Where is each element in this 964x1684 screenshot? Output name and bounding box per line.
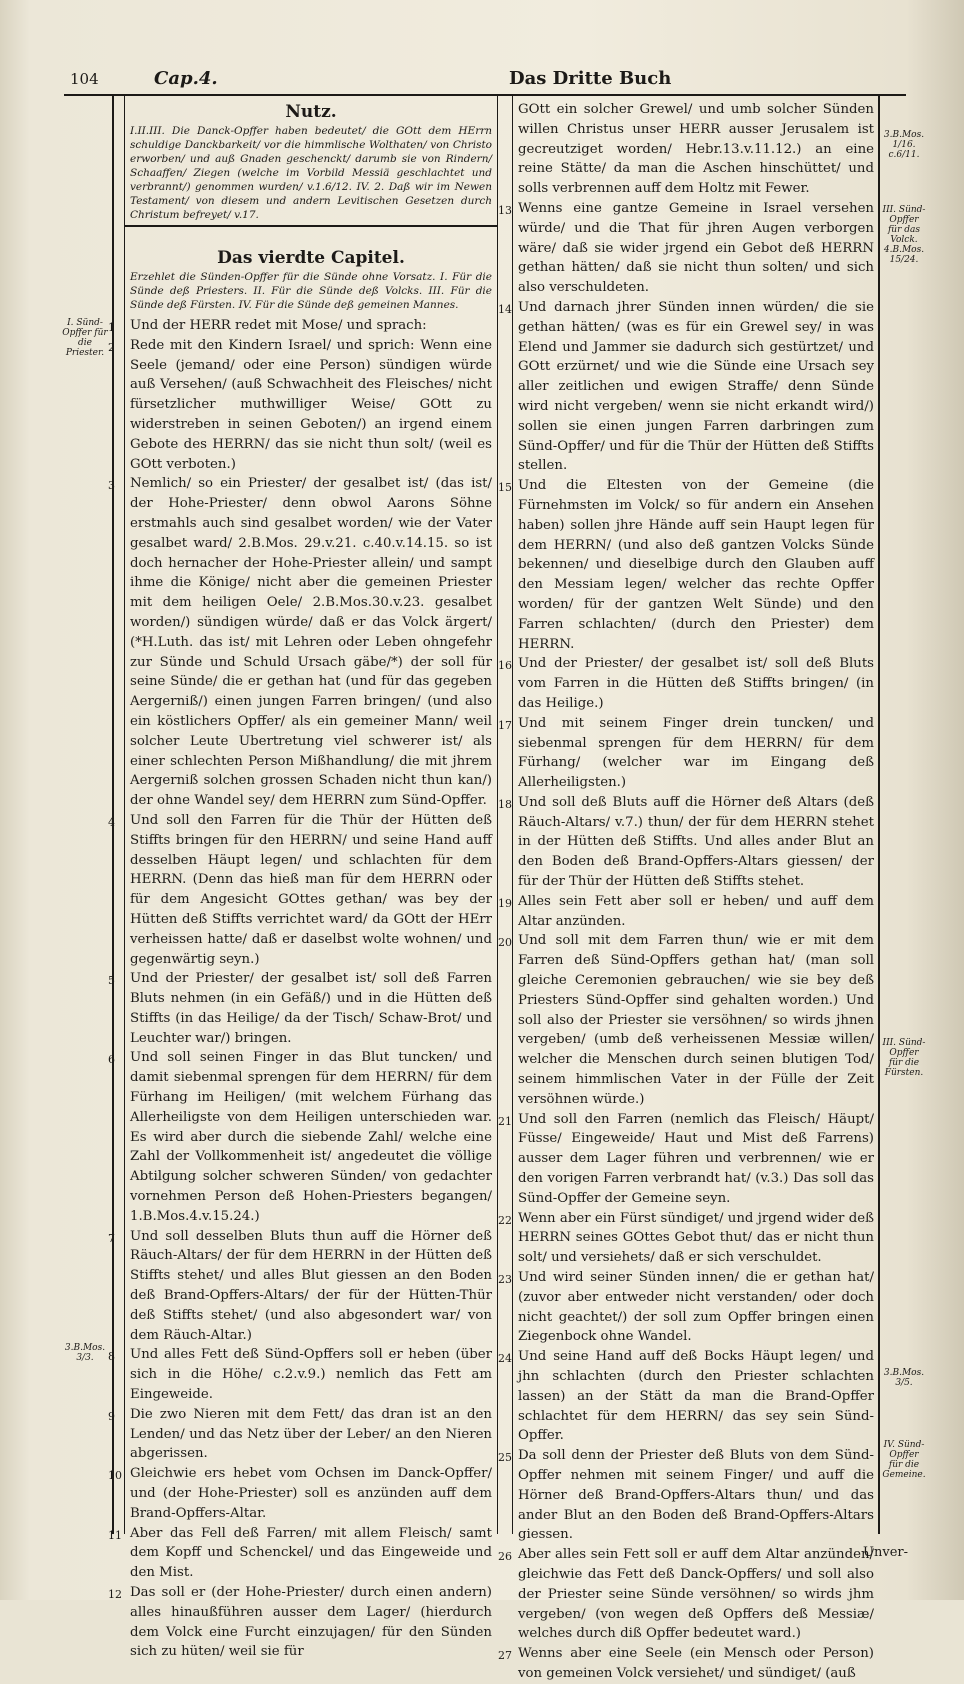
verse-text: Alles sein Fett aber soll er heben/ und auff dem Altar anzünden. [518, 893, 874, 929]
verse-number: 12 [108, 1588, 122, 1601]
verse-number: 11 [108, 1528, 122, 1542]
verse-number: 16 [498, 659, 512, 673]
center-rule-b [512, 94, 513, 1534]
verse-text: Rede mit den Kindern Israel/ und sprich: Wenn eine Seele (jemand/ oder eine Person) sündigen würde auß Versehen/ (auß Schwachheit des Fleisches/ nicht fürsetzlicher muthwilliger Weise/ GOtt zu widerstreben in seinen Geboten/) an irgend einem Gebote des HERRN/ das sie nicht thun solt/ (weil es GOtt verboten.) [130, 337, 492, 472]
verse-number: 4 [108, 815, 115, 829]
verse-number: 22 [498, 1213, 512, 1227]
chapter-heading: Cap.4. [154, 68, 218, 89]
right-margin-note-common: IV. Sünd-Opffer für die Gemeine. [882, 1440, 926, 1480]
verse-number: 3 [108, 479, 115, 493]
verse-number: 1 [108, 321, 115, 334]
nutz-text: I.II.III. Die Danck-Opffer haben bedeutet/ die GOtt dem HErrn schuldige Danckbarkeit/ vor die himmlische Wolthaten/ von Christo erworben/ und auß Gnaden geschenckt/ darumb sie von Rindern/ Schaaffen/ Ziegen (welche im Vorbild Messiä geschlachtet und verbrannt/) genommen wurden/ v.1.6/12. IV. 2. Daß wir im Newen Testament/ von diesem und andern Levitischen Gesetzen durch Christum befreyet/ v.17. [130, 125, 492, 221]
verse-text: Und alles Fett deß Sünd-Opffers soll er heben (über sich in die Höhe/ c.2.v.9.) nemlich das Fett am Eingeweide. [130, 1347, 492, 1403]
right-margin-note-people: III. Sünd-Opffer für das Volck. 4.B.Mos. 15/24. [882, 205, 926, 265]
verse-text: Und der Priester/ der gesalbet ist/ soll deß Bluts vom Farren in die Hütten deß Stiffts bringen/ (in das Heilige.) [518, 656, 874, 711]
verse-text: GOtt ein solcher Grewel/ und umb solcher Sünden willen Christus unser HERR ausser Jerusalem ist gecreutziget worden/ Hebr.13.v.11.12.) an eine reine Stätte/ da man die Aschen hinschüttet/ und solls verbrennen auff dem Holtz mit Fewer. [518, 102, 874, 197]
verse [498, 892, 874, 932]
verse-number: 6 [108, 1053, 115, 1067]
verse [498, 1209, 874, 1268]
right-column [498, 100, 874, 1681]
verse [108, 316, 492, 336]
verse-number: 9 [108, 1409, 115, 1423]
verse [498, 714, 874, 793]
top-rule [64, 94, 906, 96]
right-frame-rule [878, 94, 880, 1534]
page-header [64, 64, 904, 94]
right-verse-list [498, 100, 874, 1684]
verse [108, 336, 492, 475]
chapter-summary: Erzehlet die Sünden-Opffer für die Sünde ohne Vorsatz. I. Für die Sünde deß Priesters. II. Für die Sünde deß Volcks. III. Für die Sünde deß Fürsten. IV. Für die Sünde deß gemeinen Mannes. [130, 271, 492, 311]
page-number: 104 [70, 70, 99, 88]
chapter-title: Das vierdte Capitel. [217, 248, 405, 268]
verse-text: Und der Priester/ der gesalbet ist/ soll deß Farren Bluts nehmen (in ein Gefäß/) und in die Hütten deß Stiffts (in das Heilige/ da der Tisch/ Schaw-Brot/ und Leuchter war/) bringen. [130, 971, 492, 1046]
verse-number: 25 [498, 1451, 512, 1465]
verse-text: Wenns eine gantze Gemeine in Israel versehen würde/ und die That für jhren Augen verborgen wäre/ daß sie wider jrgend ein Gebot deß HERRN gethan hätten/ daß sie nicht thun solten/ und sich also verschuldeten. [518, 200, 874, 296]
verse [498, 476, 874, 654]
verse-text: Und soll seinen Finger in das Blut tuncken/ und damit siebenmal sprengen für dem HERRN/ für dem Fürhang im Heiligen/ (mit welchem Fürhang das Allerheiligste von dem Heiligen unterschieden war. Es wird aber durch die siebende Zahl/ welche eine Zahl der Vollkommenheit ist/ angedeutet die völlige Abtilgung solcher schweren Sünden/ von gedachter vornehmen Person deß Hohen-Priesters begangen/ 1.B.Mos.4.v.15.24.) [130, 1050, 492, 1224]
verse-text: Und darnach jhrer Sünden innen würden/ die sie gethan hätten/ (was es für ein Grewel sey/ in was Elend und Jammer sie dadurch sich gestürtzet/ und GOtt erzürnet/ und wie die Sünde eine Ursach sey aller zeitlichen und ewigen Straffe/ denn Sünde wird nicht vergeben/ wenn sie nicht erkandt wird/) sollen sie einen jungen Farren darbringen zum Sünd-Opffer/ und für die Thür der Hütten deß Stiffts stellen. [518, 299, 874, 474]
right-margin-note-ref1: 3.B.Mos. 1/16. c.6/11. [883, 130, 925, 160]
verse [498, 1545, 874, 1644]
verse [498, 199, 874, 298]
right-margin-note-ref2: 3.B.Mos. 3/5. [883, 1368, 925, 1388]
verse-text: Da soll denn der Priester deß Bluts von dem Sünd-Opffer nehmen mit seinem Finger/ und auff die Hörner deß Brand-Opffers-Altars thun/ und das ander Blut an den Boden deß Brand-Opffers-Altars giessen. [518, 1448, 874, 1543]
verse-number: 26 [498, 1550, 512, 1564]
nutz-title: Nutz. [285, 102, 337, 122]
verse [108, 1583, 492, 1662]
catchword: Unver- [863, 1545, 908, 1560]
verse [498, 298, 874, 476]
verse [108, 969, 492, 1048]
verse-text: Und soll mit dem Farren thun/ wie er mit dem Farren deß Sünd-Opffers gethan hat/ (man soll gleiche Ceremonien gebrauchen/ wie sie bey deß Priesters Sünd-Opffer sind gehalten worden.) Und soll also der Priester sie versöhnen/ so wirds jhnen vergeben/ (umb deß verheissenen Messiæ willen/ welcher die Menschen durch seinen blutigen Tod/ seinem himmlischen Vater in der Fülle der Zeit versöhnen würde.) [518, 933, 874, 1107]
verse [108, 1345, 492, 1404]
verse-text: Das soll er (der Hohe-Priester/ durch einen andern) alles hinaußführen ausser dem Lager/ (hierdurch dem Volck eine Furcht einzujagen/ für den Sünden sich zu hüten/ weil sie für [130, 1585, 492, 1660]
verse [518, 100, 874, 199]
verse [108, 1464, 492, 1523]
verse [108, 1227, 492, 1346]
verse [498, 1268, 874, 1347]
verse [498, 654, 874, 713]
verse-text: Die zwo Nieren mit dem Fett/ das dran ist an den Lenden/ und das Netz über der Leber/ an den Nieren abgerissen. [130, 1406, 492, 1462]
verse-number: 19 [498, 896, 512, 910]
book-heading: Das Dritte Buch [509, 68, 672, 89]
verse-number: 10 [108, 1469, 122, 1483]
left-column [108, 100, 492, 1660]
verse-number: 7 [108, 1231, 115, 1245]
left-inner-rule [124, 94, 125, 1534]
verse-text: Und wird seiner Sünden innen/ die er gethan hat/ (zuvor aber entweder nicht verstanden/ oder doch nicht geachtet/) der soll zum Opffer bringen einen Ziegenbock ohne Wandel. [518, 1270, 874, 1345]
verse-number: 8 [108, 1350, 115, 1364]
verse-text: Und soll deß Bluts auff die Hörner deß Altars (deß Räuch-Altars/ v.7.) thun/ der für dem HERRN stehet in der Hütten deß Stiffts. Und alles ander Blut an den Boden deß Brand-Opffers-Altars giessen/ der für der Thür der Hütten deß Stiffts stehet. [518, 794, 874, 890]
verse-text: Und die Eltesten von der Gemeine (die Fürnehmsten im Volck/ so für andern ein Ansehen haben) sollen jhre Hände auff sein Haupt legen für dem HERRN/ (und also deß gantzen Volcks Sünde bekennen/ und dieselbige durch den Glauben auff den Messiam legen/ welcher das rechte Opffer worden/ für der gantzen Welt Sünde) und den Farren schlachten/ (durch den Priester) dem HERRN. [518, 478, 874, 652]
verse-text: Und soll den Farren für die Thür der Hütten deß Stiffts bringen für den HERRN/ und seine Hand auff desselben Häupt legen/ und schlachten für dem HERRN. (Denn das hieß man für dem HERRN oder für dem Angesicht GOttes gethan/ was bey der Hütten deß Stiffts verrichtet ward/ da GOtt der HErr verheissen hatte/ daß er daselbst wolte wohnen/ und gegenwärtig seyn.) [130, 812, 492, 967]
verse-number: 15 [498, 481, 512, 495]
verse [498, 793, 874, 892]
verse-number: 17 [498, 718, 512, 732]
verse-number: 24 [498, 1352, 512, 1366]
verse-number: 18 [498, 797, 512, 811]
verse-number: 20 [498, 936, 512, 950]
verse [108, 1048, 492, 1226]
verse-text: Wenn aber ein Fürst sündiget/ und jrgend wider deß HERRN seines GOttes Gebot thut/ das er nicht thun solt/ und versiehets/ daß er sich verschuldet. [518, 1210, 874, 1266]
verse [498, 1446, 874, 1545]
verse-number: 13 [498, 203, 512, 217]
verse-number: 5 [108, 974, 115, 988]
left-margin-note-priests: I. Sünd-Opffer für die Priester. [62, 318, 108, 358]
left-verse-list [108, 316, 492, 1662]
verse-text: Aber alles sein Fett soll er auff dem Altar anzünden/ gleichwie das Fett deß Danck-Opffers/ und soll also der Priester seine Sünde versöhnen/ so wirds jhm vergeben/ (von wegen deß Opffers deß Messiæ/ welches durch diß Opffer bedeutet ward.) [518, 1547, 874, 1642]
verse-number: 23 [498, 1273, 512, 1287]
verse [108, 1524, 492, 1583]
verse-text: Und seine Hand auff deß Bocks Häupt legen/ und jhn schlachten (durch den Priester schlachten lassen) an der Stätt da man die Brand-Opffer schlachtet für dem HERRN/ das sey sein Sünd-Opffer. [518, 1349, 874, 1444]
right-margin-note-princes: III. Sünd-Opffer für die Fürsten. [882, 1038, 926, 1078]
verse-text: Und soll desselben Bluts thun auff die Hörner deß Räuch-Altars/ der für dem HERRN in der Hütten deß Stiffts stehet/ und alles Blut giessen an den Boden deß Brand-Opffers-Altars/ der für der Hütten-Thür deß Stiffts stehet/ (und also abgesondert war/ von dem Räuch-Altar.) [130, 1228, 492, 1343]
verse-text: Wenns aber eine Seele (ein Mensch oder Person) von gemeinen Volck versiehet/ und sündiget/ (auß [518, 1646, 874, 1681]
verse-text: Und der HERR redet mit Mose/ und sprach: [130, 318, 427, 333]
verse-number: 14 [498, 302, 512, 316]
verse-number: 27 [498, 1649, 512, 1663]
left-margin-note-ref: 3.B.Mos. 3/3. [64, 1343, 106, 1363]
verse-text: Und soll den Farren (nemlich das Fleisch/ Häupt/ Füsse/ Eingeweide/ Haut und Mist deß Farrens) ausser dem Lager führen und verbrennen/ wie er den vorigen Farren verbrandt hat/ (v.3.) Das soll das Sünd-Opffer der Gemeine seyn. [518, 1111, 874, 1206]
verse [108, 474, 492, 811]
verse [498, 931, 874, 1109]
verse-text: Aber das Fell deß Farren/ mit allem Fleisch/ samt dem Kopff und Schenckel/ und das Eingeweide und den Mist. [130, 1525, 492, 1581]
verse [498, 1644, 874, 1684]
verse [498, 1347, 874, 1446]
verse [108, 811, 492, 969]
verse [498, 1110, 874, 1209]
verse-text: Gleichwie ers hebet vom Ochsen im Danck-Opffer/ und (der Hohe-Priester) soll es anzünden auff dem Brand-Opffers-Altar. [130, 1466, 492, 1521]
verse-text: Nemlich/ so ein Priester/ der gesalbet ist/ (das ist/ der Hohe-Priester/ denn obwol Aarons Söhne erstmahls auch sind gesalbet worden/ wie der Vater gesalbet ward/ 2.B.Mos. 29.v.21. c.40.v.14.15. so ist doch hernacher der Hohe-Priester allein/ und sampt ihme die Könige/ nicht aber die gemeinen Priester mit dem heiligen Oele/ 2.B.Mos.30.v.23. gesalbet worden/) sündigen würde/ daß er das Volck ärgert/ (*H.Luth. das ist/ mit Lehren oder Leben ohngefehr zur Sünde und Schuld Ursach gäbe/*) der soll für seine Sünde/ die er gethan hat (und für das gegeben Aergerniß/) einen jungen Farren bringen/ (und also ein köstlichers Opffer/ als ein gemeiner Mann/ weil solcher Leute Ubertretung viel schwerer ist/ als einer schlechten Person Mißhandlung/ die mit jhrem Aergerniß solchen grossen Schaden nicht thun kan/) der ohne Wandel sey/ dem HERRN zum Sünd-Opffer. [130, 476, 492, 809]
verse-number: 21 [498, 1114, 512, 1128]
verse [108, 1405, 492, 1464]
verse-number: 2 [108, 340, 115, 354]
verse-text: Und mit seinem Finger drein tuncken/ und siebenmal sprengen für dem HERRN/ für dem Fürhang/ (welcher war im Eingang deß Allerheiligsten.) [518, 715, 874, 791]
